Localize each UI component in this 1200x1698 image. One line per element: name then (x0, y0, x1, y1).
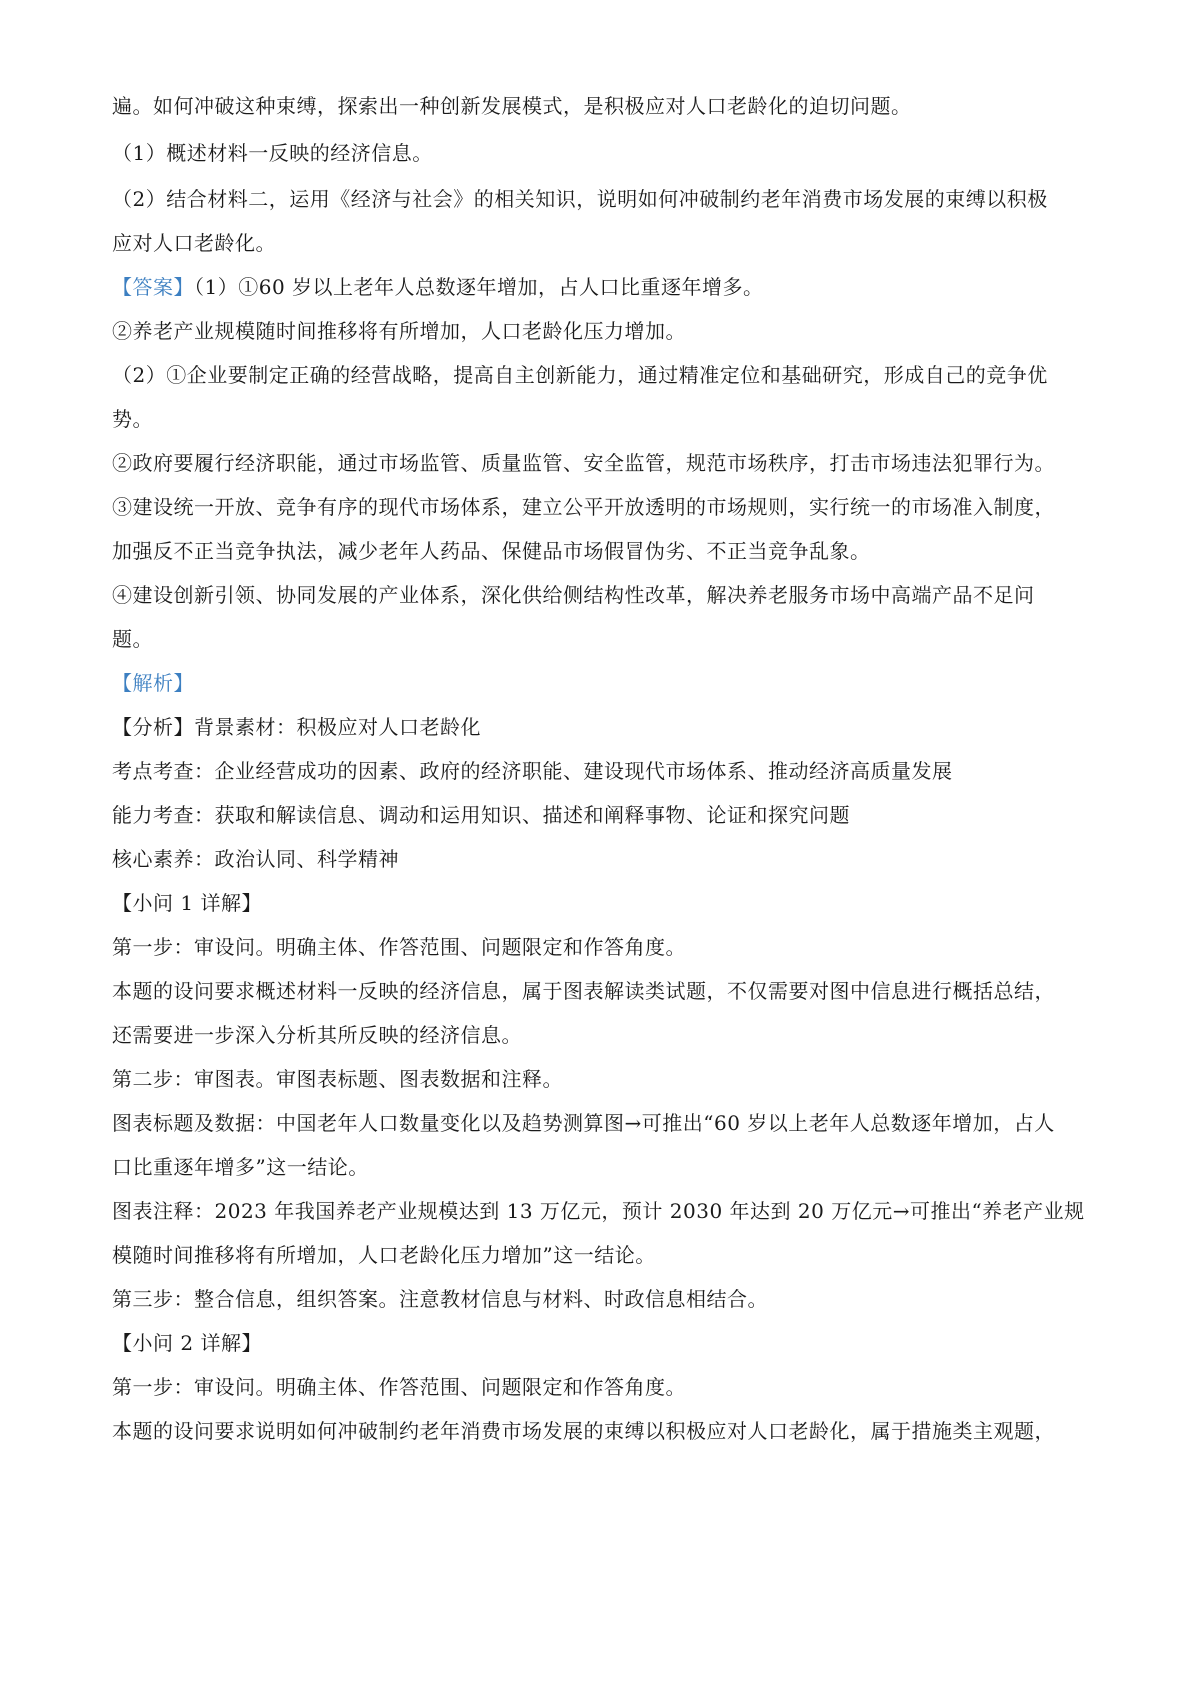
sub1-step-1-detail-line-2: 还需要进一步深入分析其所反映的经济信息。 (112, 1023, 522, 1047)
analysis-core-literacy: 核心素养：政治认同、科学精神 (112, 847, 399, 871)
sub2-step-1: 第一步：审设问。明确主体、作答范围、问题限定和作答角度。 (112, 1375, 686, 1399)
sub1-step-3: 第三步：整合信息，组织答案。注意教材信息与材料、时政信息相结合。 (112, 1287, 768, 1311)
answer-2c-line-2: 加强反不正当竞争执法，减少老年人药品、保健品市场假冒伪劣、不正当竞争乱象。 (112, 539, 871, 563)
sub1-step-2: 第二步：审图表。审图表标题、图表数据和注释。 (112, 1067, 563, 1091)
sub-question-2-heading: 【小问 2 详解】 (112, 1331, 262, 1355)
answer-2a-line-1: （2）①企业要制定正确的经营战略，提高自主创新能力，通过精准定位和基础研究，形成自己的竞争优 (112, 363, 1048, 387)
question-1: （1）概述材料一反映的经济信息。 (112, 141, 433, 165)
sub1-step-2-data-line-2: 口比重逐年增多”这一结论。 (112, 1155, 369, 1179)
answer-1a-text: （1）①60 岁以上老年人总数逐年增加，占人口比重逐年增多。 (194, 275, 764, 299)
sub1-step-2-note-line-1: 图表注释：2023 年我国养老产业规模达到 13 万亿元，预计 2030 年达到 20 万亿元→可推出“养老产业规 (112, 1199, 1085, 1223)
intro-tail-text: 遍。如何冲破这种束缚，探索出一种创新发展模式，是积极应对人口老龄化的迫切问题。 (112, 94, 912, 118)
sub1-step-1: 第一步：审设问。明确主体、作答范围、问题限定和作答角度。 (112, 935, 686, 959)
answer-1a-row (112, 273, 1112, 301)
sub1-step-2-note-line-2: 模随时间推移将有所增加，人口老龄化压力增加”这一结论。 (112, 1243, 656, 1267)
sub1-step-2-data-line-1: 图表标题及数据：中国老年人口数量变化以及趋势测算图→可推出“60 岁以上老年人总数逐年增加，占人 (112, 1111, 1055, 1135)
answer-2d-line-1: ④建设创新引领、协同发展的产业体系，深化供给侧结构性改革，解决养老服务市场中高端产品不足问 (112, 583, 1035, 607)
answer-2a-line-2: 势。 (112, 407, 153, 431)
answer-2d-line-2: 题。 (112, 627, 153, 651)
analysis-exam-points: 考点考查：企业经营成功的因素、政府的经济职能、建设现代市场体系、推动经济高质量发展 (112, 759, 953, 783)
question-2-line-2: 应对人口老龄化。 (112, 231, 276, 255)
analysis-tag: 【解析】 (112, 671, 194, 695)
sub-question-1-heading: 【小问 1 详解】 (112, 891, 262, 915)
answer-tag: 【答案】 (112, 275, 194, 299)
question-2-line-1: （2）结合材料二，运用《经济与社会》的相关知识，说明如何冲破制约老年消费市场发展的束缚以积极 (112, 187, 1048, 211)
sub1-step-1-detail-line-1: 本题的设问要求概述材料一反映的经济信息，属于图表解读类试题，不仅需要对图中信息进行概括总结， (112, 979, 1055, 1003)
answer-1b-text: ②养老产业规模随时间推移将有所增加，人口老龄化压力增加。 (112, 319, 686, 343)
answer-2b-text: ②政府要履行经济职能，通过市场监管、质量监管、安全监管，规范市场秩序，打击市场违法犯罪行为。 (112, 451, 1055, 475)
analysis-ability: 能力考查：获取和解读信息、调动和运用知识、描述和阐释事物、论证和探究问题 (112, 803, 850, 827)
answer-2c-line-1: ③建设统一开放、竞争有序的现代市场体系，建立公平开放透明的市场规则，实行统一的市场准入制度， (112, 495, 1055, 519)
analysis-background: 【分析】背景素材：积极应对人口老龄化 (112, 715, 481, 739)
sub2-step-1-detail-line-1: 本题的设问要求说明如何冲破制约老年消费市场发展的束缚以积极应对人口老龄化，属于措施类主观题， (112, 1419, 1055, 1443)
